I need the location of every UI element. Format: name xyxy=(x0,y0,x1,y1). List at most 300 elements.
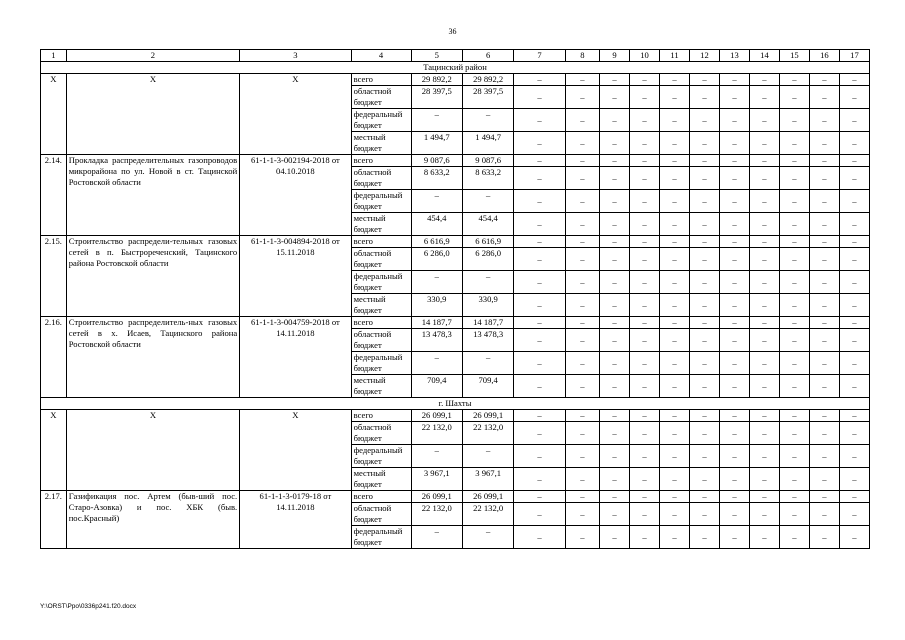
amount-col15: – xyxy=(779,190,809,213)
amount-col9: – xyxy=(600,86,630,109)
column-header: 17 xyxy=(839,50,869,62)
project-name: Строительство распределитель-ных газовых сетей в х. Исаев, Тацинского района Ростовской области xyxy=(66,317,240,398)
column-header: 15 xyxy=(779,50,809,62)
amount-col6: 22 132,0 xyxy=(462,422,513,445)
amount-col14: – xyxy=(749,526,779,549)
amount-col12: – xyxy=(689,248,719,271)
table-row xyxy=(41,491,870,503)
amount-col16: – xyxy=(809,190,839,213)
funding-source: федеральный бюджет xyxy=(351,526,411,549)
column-header: 16 xyxy=(809,50,839,62)
amount-col15: – xyxy=(779,503,809,526)
amount-col12: – xyxy=(689,109,719,132)
amount-col6: 29 892,2 xyxy=(462,74,513,86)
amount-col13: – xyxy=(719,74,749,86)
amount-col8: – xyxy=(565,167,599,190)
amount-col14: – xyxy=(749,213,779,236)
amount-col5: 26 099,1 xyxy=(411,410,462,422)
funding-source: местный бюджет xyxy=(351,132,411,155)
amount-col11: – xyxy=(660,167,690,190)
amount-col11: – xyxy=(660,248,690,271)
funding-source: областной бюджет xyxy=(351,503,411,526)
amount-col14: – xyxy=(749,422,779,445)
amount-col12: – xyxy=(689,526,719,549)
amount-col14: – xyxy=(749,248,779,271)
amount-col13: – xyxy=(719,86,749,109)
amount-col9: – xyxy=(600,468,630,491)
amount-col17: – xyxy=(839,468,869,491)
document-ref: 61-1-1-3-0179-18 от 14.11.2018 xyxy=(240,491,351,549)
amount-col12: – xyxy=(689,468,719,491)
amount-col12: – xyxy=(689,86,719,109)
amount-col6: 26 099,1 xyxy=(462,410,513,422)
amount-col14: – xyxy=(749,190,779,213)
amount-col16: – xyxy=(809,375,839,398)
amount-col11: – xyxy=(660,271,690,294)
amount-col15: – xyxy=(779,526,809,549)
column-header: 11 xyxy=(660,50,690,62)
amount-col14: – xyxy=(749,468,779,491)
amount-col11: – xyxy=(660,445,690,468)
funding-table xyxy=(40,49,870,549)
amount-col11: – xyxy=(660,86,690,109)
amount-col9: – xyxy=(600,422,630,445)
table-row xyxy=(41,317,870,329)
amount-col7: – xyxy=(514,317,565,329)
amount-col12: – xyxy=(689,410,719,422)
amount-col16: – xyxy=(809,155,839,167)
amount-col13: – xyxy=(719,491,749,503)
amount-col7: – xyxy=(514,294,565,317)
amount-col16: – xyxy=(809,503,839,526)
amount-col8: – xyxy=(565,86,599,109)
amount-col7: – xyxy=(514,155,565,167)
funding-source: местный бюджет xyxy=(351,213,411,236)
funding-source: всего xyxy=(351,74,411,86)
amount-col8: – xyxy=(565,422,599,445)
amount-col16: – xyxy=(809,271,839,294)
column-header: 14 xyxy=(749,50,779,62)
funding-source: всего xyxy=(351,155,411,167)
amount-col13: – xyxy=(719,503,749,526)
amount-col10: – xyxy=(630,236,660,248)
amount-col5: 8 633,2 xyxy=(411,167,462,190)
amount-col5: 26 099,1 xyxy=(411,491,462,503)
amount-col14: – xyxy=(749,236,779,248)
amount-col15: – xyxy=(779,167,809,190)
amount-col10: – xyxy=(630,109,660,132)
amount-col5: 9 087,6 xyxy=(411,155,462,167)
amount-col7: – xyxy=(514,190,565,213)
amount-col17: – xyxy=(839,294,869,317)
amount-col10: – xyxy=(630,503,660,526)
amount-col10: – xyxy=(630,167,660,190)
amount-col13: – xyxy=(719,236,749,248)
amount-col12: – xyxy=(689,375,719,398)
amount-col16: – xyxy=(809,445,839,468)
table-row xyxy=(41,74,870,86)
amount-col5: 14 187,7 xyxy=(411,317,462,329)
amount-col14: – xyxy=(749,271,779,294)
amount-col8: – xyxy=(565,248,599,271)
amount-col13: – xyxy=(719,271,749,294)
amount-col14: – xyxy=(749,86,779,109)
amount-col7: – xyxy=(514,526,565,549)
amount-col10: – xyxy=(630,190,660,213)
amount-col8: – xyxy=(565,468,599,491)
amount-col13: – xyxy=(719,167,749,190)
amount-col6: 709,4 xyxy=(462,375,513,398)
amount-col15: – xyxy=(779,422,809,445)
amount-col6: 28 397,5 xyxy=(462,86,513,109)
column-header: 6 xyxy=(462,50,513,62)
amount-col15: – xyxy=(779,375,809,398)
amount-col17: – xyxy=(839,74,869,86)
amount-col17: – xyxy=(839,491,869,503)
amount-col16: – xyxy=(809,294,839,317)
amount-col12: – xyxy=(689,352,719,375)
amount-col8: – xyxy=(565,213,599,236)
amount-col5: 28 397,5 xyxy=(411,86,462,109)
amount-col6: 14 187,7 xyxy=(462,317,513,329)
amount-col11: – xyxy=(660,329,690,352)
amount-col7: – xyxy=(514,422,565,445)
amount-col9: – xyxy=(600,271,630,294)
amount-col17: – xyxy=(839,329,869,352)
amount-col14: – xyxy=(749,155,779,167)
amount-col9: – xyxy=(600,445,630,468)
item-number: X xyxy=(41,74,67,155)
amount-col14: – xyxy=(749,109,779,132)
amount-col16: – xyxy=(809,329,839,352)
amount-col16: – xyxy=(809,526,839,549)
amount-col14: – xyxy=(749,375,779,398)
amount-col11: – xyxy=(660,375,690,398)
amount-col16: – xyxy=(809,236,839,248)
funding-source: всего xyxy=(351,410,411,422)
amount-col16: – xyxy=(809,317,839,329)
amount-col17: – xyxy=(839,375,869,398)
amount-col9: – xyxy=(600,74,630,86)
table-body xyxy=(41,50,870,549)
amount-col15: – xyxy=(779,109,809,132)
amount-col5: – xyxy=(411,109,462,132)
amount-col13: – xyxy=(719,132,749,155)
amount-col9: – xyxy=(600,132,630,155)
amount-col7: – xyxy=(514,74,565,86)
amount-col13: – xyxy=(719,445,749,468)
amount-col6: – xyxy=(462,445,513,468)
amount-col15: – xyxy=(779,317,809,329)
amount-col11: – xyxy=(660,74,690,86)
amount-col9: – xyxy=(600,167,630,190)
table-row xyxy=(41,155,870,167)
amount-col6: 22 132,0 xyxy=(462,503,513,526)
item-number: 2.14. xyxy=(41,155,67,236)
amount-col17: – xyxy=(839,317,869,329)
table-row xyxy=(41,410,870,422)
amount-col17: – xyxy=(839,248,869,271)
amount-col17: – xyxy=(839,167,869,190)
amount-col11: – xyxy=(660,155,690,167)
amount-col13: – xyxy=(719,294,749,317)
amount-col13: – xyxy=(719,155,749,167)
amount-col10: – xyxy=(630,329,660,352)
amount-col5: – xyxy=(411,526,462,549)
document-ref: 61-1-1-3-004894-2018 от 15.11.2018 xyxy=(240,236,351,317)
amount-col13: – xyxy=(719,329,749,352)
amount-col9: – xyxy=(600,491,630,503)
amount-col6: 330,9 xyxy=(462,294,513,317)
amount-col12: – xyxy=(689,294,719,317)
amount-col8: – xyxy=(565,491,599,503)
funding-source: областной бюджет xyxy=(351,422,411,445)
amount-col14: – xyxy=(749,294,779,317)
amount-col14: – xyxy=(749,132,779,155)
amount-col7: – xyxy=(514,410,565,422)
amount-col16: – xyxy=(809,167,839,190)
amount-col12: – xyxy=(689,236,719,248)
amount-col15: – xyxy=(779,74,809,86)
amount-col6: 1 494,7 xyxy=(462,132,513,155)
amount-col6: – xyxy=(462,109,513,132)
table-row xyxy=(41,236,870,248)
column-header: 7 xyxy=(514,50,565,62)
amount-col9: – xyxy=(600,329,630,352)
amount-col5: 454,4 xyxy=(411,213,462,236)
amount-col9: – xyxy=(600,410,630,422)
project-name: Строительство распредели-тельных газовых сетей в п. Быстрореченский, Тацинского района Ростовской области xyxy=(66,236,240,317)
amount-col10: – xyxy=(630,422,660,445)
amount-col12: – xyxy=(689,445,719,468)
amount-col6: 454,4 xyxy=(462,213,513,236)
amount-col11: – xyxy=(660,468,690,491)
amount-col11: – xyxy=(660,190,690,213)
amount-col16: – xyxy=(809,74,839,86)
amount-col17: – xyxy=(839,352,869,375)
amount-col16: – xyxy=(809,109,839,132)
amount-col5: – xyxy=(411,445,462,468)
amount-col8: – xyxy=(565,445,599,468)
amount-col5: 6 286,0 xyxy=(411,248,462,271)
amount-col7: – xyxy=(514,503,565,526)
funding-source: областной бюджет xyxy=(351,86,411,109)
amount-col9: – xyxy=(600,213,630,236)
amount-col10: – xyxy=(630,410,660,422)
amount-col6: 6 616,9 xyxy=(462,236,513,248)
amount-col14: – xyxy=(749,445,779,468)
amount-col10: – xyxy=(630,526,660,549)
amount-col10: – xyxy=(630,213,660,236)
amount-col8: – xyxy=(565,74,599,86)
amount-col9: – xyxy=(600,190,630,213)
amount-col5: – xyxy=(411,271,462,294)
amount-col15: – xyxy=(779,155,809,167)
amount-col9: – xyxy=(600,375,630,398)
amount-col11: – xyxy=(660,503,690,526)
amount-col6: – xyxy=(462,271,513,294)
amount-col8: – xyxy=(565,294,599,317)
amount-col10: – xyxy=(630,155,660,167)
document-ref: X xyxy=(240,74,351,155)
amount-col9: – xyxy=(600,317,630,329)
amount-col7: – xyxy=(514,468,565,491)
funding-source: всего xyxy=(351,236,411,248)
amount-col11: – xyxy=(660,410,690,422)
amount-col11: – xyxy=(660,132,690,155)
amount-col11: – xyxy=(660,236,690,248)
amount-col15: – xyxy=(779,248,809,271)
amount-col16: – xyxy=(809,86,839,109)
amount-col15: – xyxy=(779,445,809,468)
amount-col15: – xyxy=(779,352,809,375)
column-header: 4 xyxy=(351,50,411,62)
project-name: Прокладка распределительных газопроводов микрорайона по ул. Новой в ст. Тацинской Ростовской области xyxy=(66,155,240,236)
amount-col7: – xyxy=(514,132,565,155)
amount-col10: – xyxy=(630,294,660,317)
amount-col17: – xyxy=(839,109,869,132)
amount-col7: – xyxy=(514,167,565,190)
amount-col6: 9 087,6 xyxy=(462,155,513,167)
amount-col16: – xyxy=(809,491,839,503)
amount-col8: – xyxy=(565,109,599,132)
amount-col14: – xyxy=(749,352,779,375)
amount-col11: – xyxy=(660,109,690,132)
amount-col15: – xyxy=(779,294,809,317)
item-number: 2.16. xyxy=(41,317,67,398)
amount-col8: – xyxy=(565,352,599,375)
funding-source: федеральный бюджет xyxy=(351,352,411,375)
funding-source: федеральный бюджет xyxy=(351,190,411,213)
amount-col8: – xyxy=(565,190,599,213)
amount-col7: – xyxy=(514,236,565,248)
amount-col16: – xyxy=(809,410,839,422)
section-title: г. Шахты xyxy=(41,398,870,410)
amount-col10: – xyxy=(630,491,660,503)
amount-col17: – xyxy=(839,526,869,549)
amount-col16: – xyxy=(809,132,839,155)
amount-col12: – xyxy=(689,317,719,329)
header-row xyxy=(41,50,870,62)
funding-source: федеральный бюджет xyxy=(351,271,411,294)
funding-source: областной бюджет xyxy=(351,167,411,190)
amount-col14: – xyxy=(749,503,779,526)
document-ref: 61-1-1-3-004759-2018 от 14.11.2018 xyxy=(240,317,351,398)
amount-col13: – xyxy=(719,190,749,213)
amount-col5: 22 132,0 xyxy=(411,422,462,445)
amount-col9: – xyxy=(600,294,630,317)
amount-col6: 13 478,3 xyxy=(462,329,513,352)
amount-col11: – xyxy=(660,213,690,236)
amount-col7: – xyxy=(514,329,565,352)
amount-col17: – xyxy=(839,213,869,236)
amount-col14: – xyxy=(749,491,779,503)
amount-col9: – xyxy=(600,526,630,549)
amount-col14: – xyxy=(749,74,779,86)
amount-col12: – xyxy=(689,132,719,155)
amount-col5: – xyxy=(411,190,462,213)
funding-source: федеральный бюджет xyxy=(351,445,411,468)
file-path-footer: Y:\ORST\Ppo\0336p241.f20.docx xyxy=(40,603,137,610)
amount-col6: 6 286,0 xyxy=(462,248,513,271)
amount-col11: – xyxy=(660,526,690,549)
amount-col16: – xyxy=(809,248,839,271)
amount-col9: – xyxy=(600,352,630,375)
amount-col6: 8 633,2 xyxy=(462,167,513,190)
funding-source: местный бюджет xyxy=(351,375,411,398)
amount-col7: – xyxy=(514,352,565,375)
column-header: 5 xyxy=(411,50,462,62)
amount-col13: – xyxy=(719,410,749,422)
amount-col5: – xyxy=(411,352,462,375)
amount-col10: – xyxy=(630,74,660,86)
funding-source: местный бюджет xyxy=(351,468,411,491)
amount-col5: 3 967,1 xyxy=(411,468,462,491)
page-number: 36 xyxy=(448,27,457,36)
section-title: Тацинский район xyxy=(41,62,870,74)
funding-source: федеральный бюджет xyxy=(351,109,411,132)
amount-col11: – xyxy=(660,422,690,445)
amount-col17: – xyxy=(839,445,869,468)
amount-col7: – xyxy=(514,86,565,109)
amount-col17: – xyxy=(839,422,869,445)
amount-col12: – xyxy=(689,213,719,236)
amount-col10: – xyxy=(630,271,660,294)
amount-col8: – xyxy=(565,375,599,398)
amount-col11: – xyxy=(660,317,690,329)
item-number: X xyxy=(41,410,67,491)
amount-col7: – xyxy=(514,213,565,236)
amount-col13: – xyxy=(719,213,749,236)
amount-col8: – xyxy=(565,236,599,248)
amount-col17: – xyxy=(839,410,869,422)
amount-col9: – xyxy=(600,236,630,248)
project-name: Газификация пос. Артем (быв-ший пос. Старо-Азовка) и пос. ХБК (быв. пос.Красный) xyxy=(66,491,240,549)
item-number: 2.17. xyxy=(41,491,67,549)
amount-col16: – xyxy=(809,422,839,445)
amount-col12: – xyxy=(689,422,719,445)
funding-source: областной бюджет xyxy=(351,248,411,271)
amount-col8: – xyxy=(565,503,599,526)
amount-col7: – xyxy=(514,375,565,398)
amount-col15: – xyxy=(779,236,809,248)
amount-col12: – xyxy=(689,167,719,190)
amount-col5: 29 892,2 xyxy=(411,74,462,86)
column-header: 10 xyxy=(630,50,660,62)
amount-col5: 6 616,9 xyxy=(411,236,462,248)
amount-col10: – xyxy=(630,248,660,271)
amount-col6: – xyxy=(462,190,513,213)
amount-col5: 709,4 xyxy=(411,375,462,398)
funding-source: областной бюджет xyxy=(351,329,411,352)
section-row xyxy=(41,62,870,74)
amount-col7: – xyxy=(514,445,565,468)
amount-col10: – xyxy=(630,132,660,155)
document-ref: X xyxy=(240,410,351,491)
amount-col16: – xyxy=(809,213,839,236)
amount-col14: – xyxy=(749,167,779,190)
amount-col8: – xyxy=(565,271,599,294)
project-name: X xyxy=(66,410,240,491)
column-header: 3 xyxy=(240,50,351,62)
amount-col15: – xyxy=(779,132,809,155)
item-number: 2.15. xyxy=(41,236,67,317)
amount-col10: – xyxy=(630,445,660,468)
amount-col11: – xyxy=(660,491,690,503)
amount-col5: 13 478,3 xyxy=(411,329,462,352)
amount-col17: – xyxy=(839,190,869,213)
amount-col8: – xyxy=(565,317,599,329)
